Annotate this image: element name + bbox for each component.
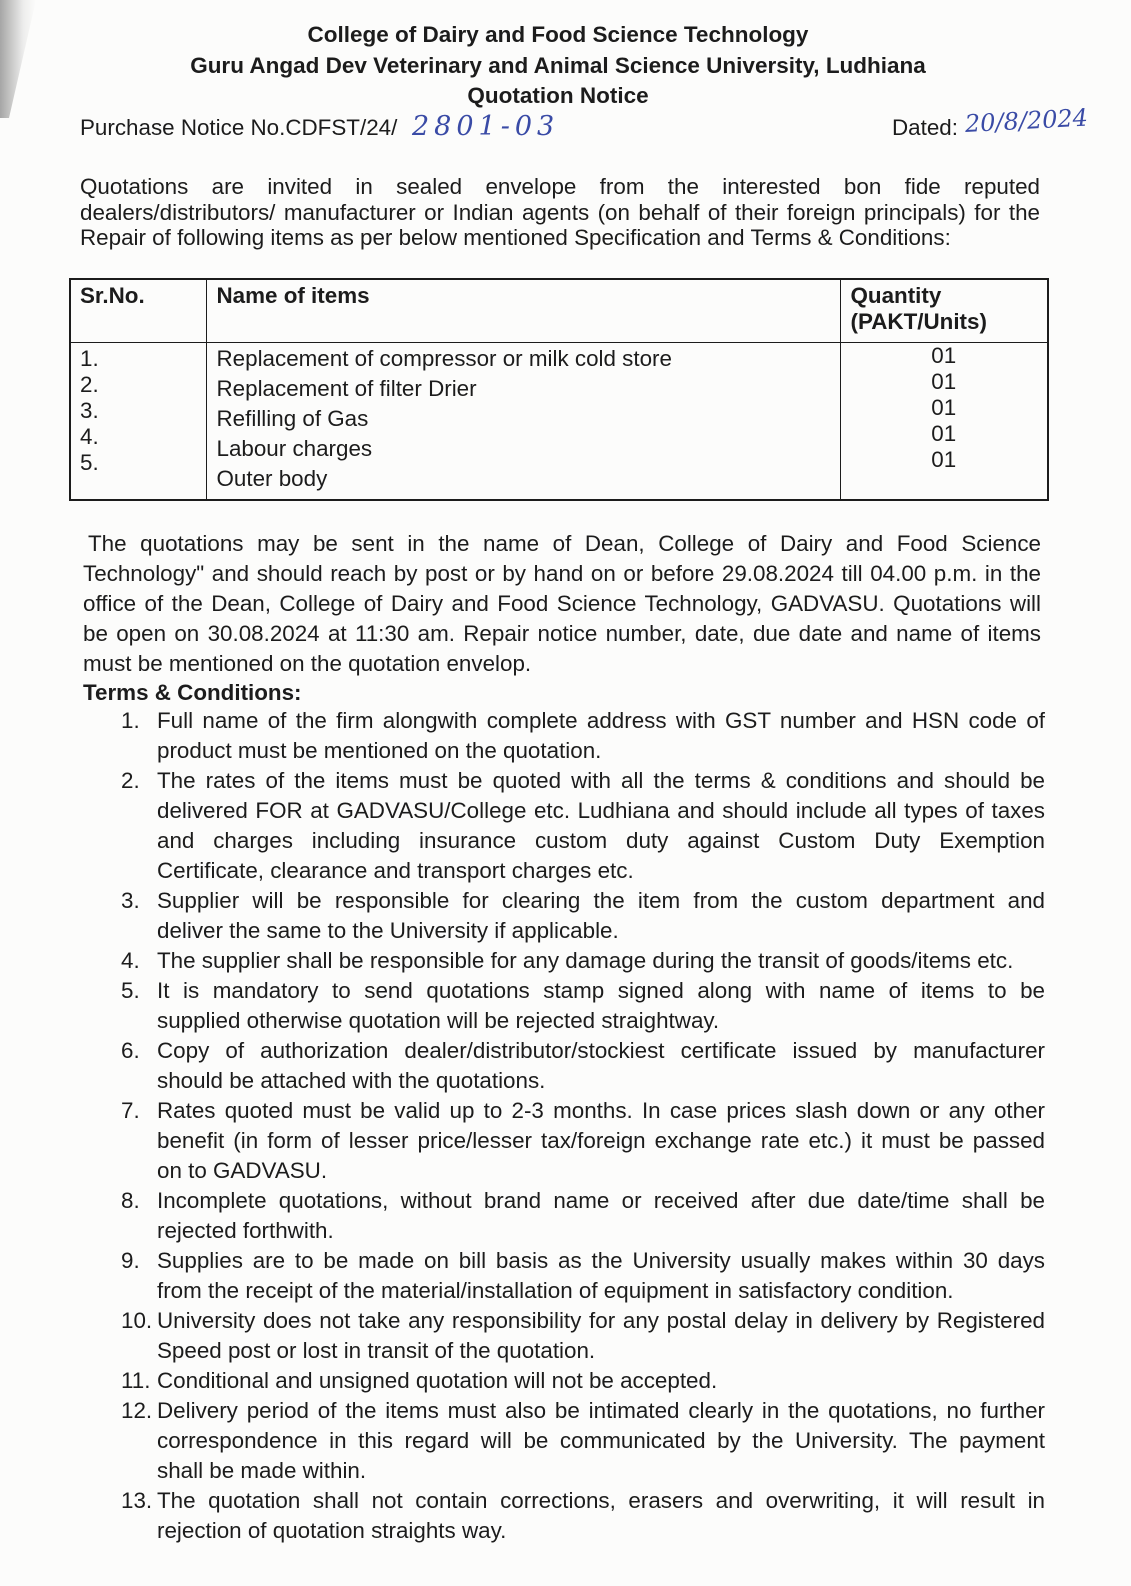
- term-item: [0, 1096, 1131, 1186]
- term-line: Rates quoted must be valid up to 2-3 months. In case prices slash down or any other: [157, 1098, 1045, 1123]
- term-number: 13.: [121, 1488, 153, 1513]
- item-sr-no: 3.: [80, 397, 99, 423]
- item-name: Labour charges: [216, 436, 373, 462]
- term-text: [157, 1186, 1045, 1246]
- term-item: [0, 1486, 1131, 1546]
- term-line: supplied otherwise quotation will be rejected straightway.: [157, 1008, 720, 1033]
- col-header-sr-no: Sr.No.: [70, 279, 206, 342]
- col-header-item-name: Name of items: [206, 279, 840, 342]
- term-line: University does not take any responsibility for any postal delay in delivery by Registered: [157, 1308, 1045, 1333]
- dated-label: Dated:: [892, 115, 958, 140]
- institution-name: College of Dairy and Food Science Technology: [307, 22, 809, 47]
- document-header: [0, 20, 1116, 112]
- submission-line: office of the Dean, College of Dairy and Food Science Technology, GADVASU. Quotations will: [83, 591, 1041, 616]
- term-item: [0, 976, 1131, 1036]
- term-line: delivered FOR at GADVASU/College etc. Ludhiana and should include all types of taxes: [157, 798, 1045, 823]
- term-text: [157, 766, 1045, 886]
- submission-paragraph: [83, 529, 1041, 679]
- term-text: [157, 1246, 1045, 1306]
- term-item: [0, 1366, 1131, 1396]
- term-number: 4.: [121, 948, 140, 973]
- item-sr-no: 2.: [80, 371, 99, 397]
- term-item: [0, 946, 1131, 976]
- submission-line: The quotations may be sent in the name of Dean, College of Dairy and Food Science: [88, 531, 1041, 556]
- term-text: [157, 976, 1045, 1036]
- term-line: should be attached with the quotations.: [157, 1068, 546, 1093]
- intro-line: dealers/distributors/ manufacturer or Indian agents (on behalf of their foreign principals) for the: [80, 199, 1040, 225]
- university-name: Guru Angad Dev Veterinary and Animal Science University, Ludhiana: [190, 52, 926, 78]
- item-quantity: 01: [931, 368, 957, 394]
- quantity-header-unit: (PAKT/Units): [850, 309, 987, 334]
- intro-line: Repair of following items as per below mentioned Specification and Terms & Conditions:: [80, 225, 951, 250]
- term-item: [0, 1396, 1131, 1486]
- term-number: 10.: [121, 1308, 153, 1333]
- item-sr-no: 5.: [80, 449, 99, 475]
- purchase-notice-label: Purchase Notice No.CDFST/24/: [80, 115, 398, 140]
- items-table: [69, 278, 1049, 501]
- purchase-notice-number-handwritten: 2801-03: [412, 111, 560, 142]
- term-line: Full name of the firm alongwith complete address with GST number and HSN code of: [157, 708, 1045, 733]
- term-number: 1.: [121, 708, 140, 733]
- submission-line: Technology" and should reach by post or by hand on or before 29.08.2024 till 04.00 p.m. in the: [83, 561, 1041, 586]
- term-text: [157, 1396, 1045, 1486]
- term-line: The rates of the items must be quoted with all the terms & conditions and should be: [157, 768, 1045, 793]
- term-line: It is mandatory to send quotations stamp signed along with name of items to be: [157, 978, 1045, 1003]
- term-item: [0, 706, 1131, 766]
- term-number: 9.: [121, 1248, 140, 1273]
- term-number: 2.: [121, 768, 140, 793]
- term-line: correspondence in this regard will be communicated by the University. The payment: [157, 1428, 1045, 1453]
- term-number: 7.: [121, 1098, 140, 1123]
- term-line: product must be mentioned on the quotation.: [157, 738, 602, 763]
- intro-line: Quotations are invited in sealed envelope from the interested bon fide reputed: [80, 174, 1040, 199]
- term-number: 3.: [121, 888, 140, 913]
- terms-heading: Terms & Conditions:: [83, 680, 302, 705]
- term-item: [0, 1306, 1131, 1366]
- term-text: [157, 1036, 1045, 1096]
- term-line: and charges including insurance custom duty against Custom Duty Exemption: [157, 828, 1045, 853]
- term-line: on to GADVASU.: [157, 1158, 328, 1183]
- term-number: 11.: [121, 1368, 151, 1393]
- item-name: Refilling of Gas: [216, 405, 369, 431]
- term-item: [0, 766, 1131, 886]
- term-line: Speed post or lost in transit of the quotation.: [157, 1338, 596, 1363]
- dated-value-handwritten: 20/8/2024: [964, 103, 1089, 138]
- term-line: Conditional and unsigned quotation will not be accepted.: [157, 1368, 718, 1393]
- item-sr-no: 4.: [80, 423, 99, 449]
- intro-paragraph: [80, 174, 1040, 251]
- term-text: [157, 886, 1045, 946]
- term-item: [0, 1036, 1131, 1096]
- term-line: deliver the same to the University if applicable.: [157, 918, 619, 943]
- item-name: Outer body: [216, 466, 328, 492]
- term-line: rejection of quotation straights way.: [157, 1518, 507, 1543]
- item-names-cell: [206, 342, 840, 500]
- term-text: [157, 1096, 1045, 1186]
- term-line: benefit (in form of lesser price/lesser tax/foreign exchange rate etc.) it must be passed: [157, 1128, 1045, 1153]
- term-line: Copy of authorization dealer/distributor/stockiest certificate issued by manufacturer: [157, 1038, 1045, 1063]
- term-text: [157, 946, 1045, 976]
- item-quantity: 01: [931, 342, 957, 368]
- term-line: Certificate, clearance and transport charges etc.: [157, 858, 634, 883]
- term-line: The quotation shall not contain corrections, erasers and overwriting, it will result in: [157, 1488, 1045, 1513]
- item-name: Replacement of filter Drier: [216, 375, 477, 401]
- term-item: [0, 1186, 1131, 1246]
- term-line: The supplier shall be responsible for any damage during the transit of goods/items etc.: [157, 948, 1014, 973]
- term-item: [0, 1246, 1131, 1306]
- table-body-row: [70, 342, 1048, 500]
- table-header-row: [70, 279, 1048, 342]
- term-number: 5.: [121, 978, 140, 1003]
- term-text: [157, 1306, 1045, 1366]
- term-line: shall be made within.: [157, 1458, 367, 1483]
- col-header-quantity: [840, 279, 1048, 342]
- term-line: from the receipt of the material/installation of equipment in satisfactory condition.: [157, 1278, 954, 1303]
- item-sr-no: 1.: [80, 345, 99, 371]
- term-line: Incomplete quotations, without brand name or received after due date/time shall be: [157, 1188, 1045, 1213]
- term-number: 6.: [121, 1038, 140, 1063]
- quantity-cell: [840, 342, 1048, 500]
- term-line: Supplies are to be made on bill basis as the University usually makes within 30 days: [157, 1248, 1045, 1273]
- item-name: Replacement of compressor or milk cold store: [216, 345, 672, 371]
- item-quantity: 01: [931, 446, 957, 472]
- submission-line: must be mentioned on the quotation envelop.: [83, 651, 532, 676]
- term-number: 8.: [121, 1188, 140, 1213]
- submission-line: be open on 30.08.2024 at 11:30 am. Repair notice number, date, due date and name of items: [83, 621, 1041, 646]
- term-line: Supplier will be responsible for clearing the item from the custom department and: [157, 888, 1045, 913]
- term-line: Delivery period of the items must also be intimated clearly in the quotations, no further: [157, 1398, 1045, 1423]
- item-quantity: 01: [931, 420, 957, 446]
- reference-row: [0, 103, 1131, 145]
- terms-list: [0, 706, 1131, 1546]
- sr-no-cell: [70, 342, 206, 500]
- term-number: 12.: [121, 1398, 153, 1423]
- item-quantity: 01: [931, 394, 957, 420]
- term-item: [0, 886, 1131, 946]
- term-line: rejected forthwith.: [157, 1218, 334, 1243]
- notice-title: Quotation Notice: [467, 83, 649, 108]
- quantity-header-label: Quantity: [850, 283, 942, 308]
- term-text: [157, 1366, 1045, 1396]
- term-text: [157, 706, 1045, 766]
- term-text: [157, 1486, 1045, 1546]
